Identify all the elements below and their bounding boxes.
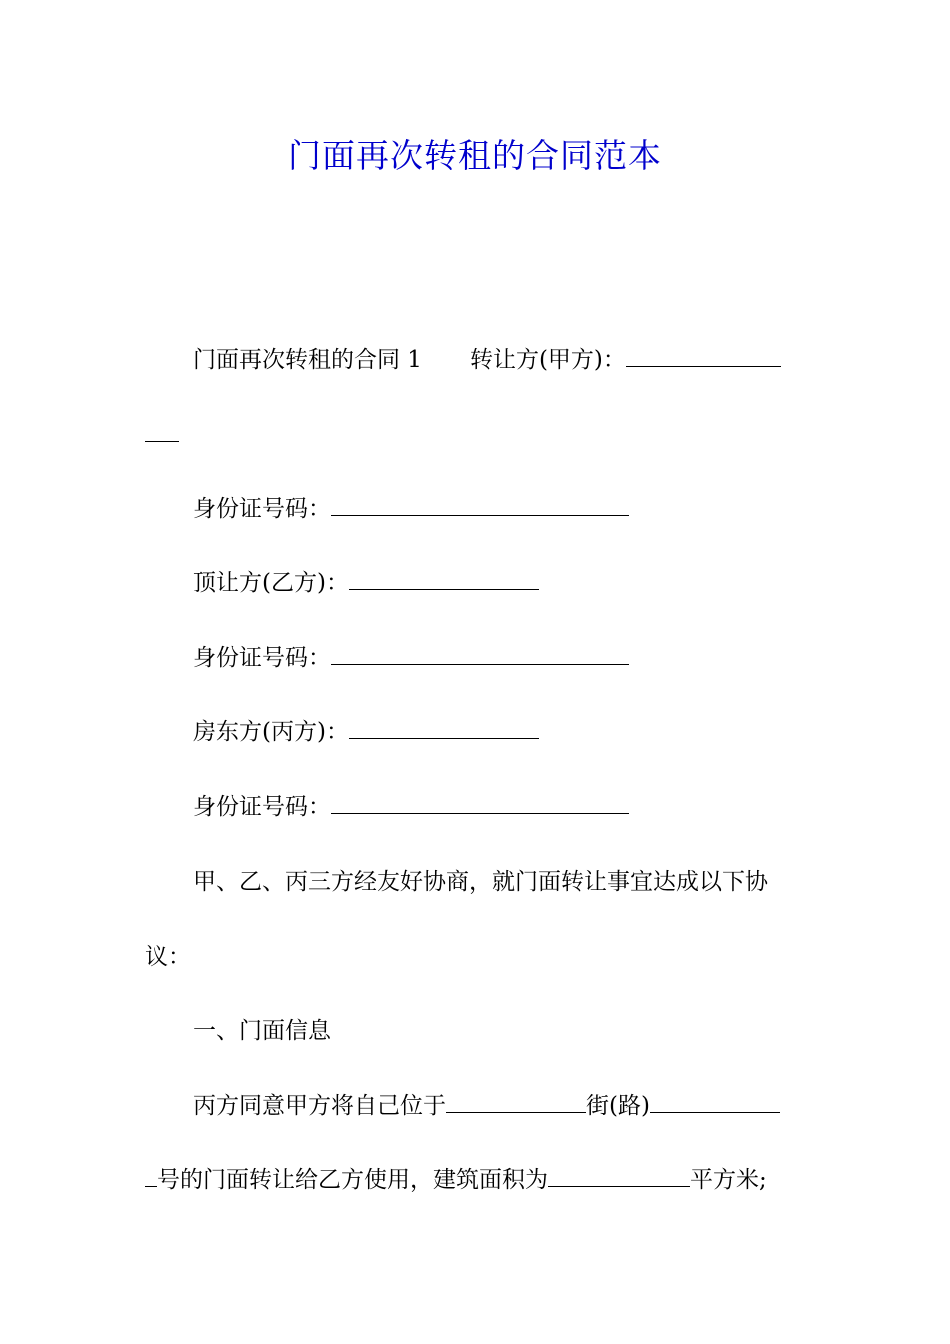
intro-line-2: 议：	[145, 944, 191, 970]
contract-name: 门面再次转租的合同 1	[193, 347, 422, 373]
transferor-blank-tail	[145, 423, 179, 442]
section-1-title: 一、门面信息	[193, 1018, 331, 1044]
id-label-1: 身份证号码：	[193, 496, 331, 522]
intro-line-1: 甲、乙、丙三方经友好协商，就门面转让事宜达成以下协	[193, 869, 768, 895]
street-blank	[650, 1094, 780, 1113]
id-line-1	[193, 494, 629, 524]
transferee-label: 顶让方(乙方)：	[193, 570, 349, 596]
heading-line	[193, 345, 781, 375]
number-blank	[145, 1168, 157, 1187]
area-blank	[548, 1168, 690, 1187]
location-blank	[446, 1094, 586, 1113]
transferor-label: 转让方(甲方)：	[469, 347, 626, 373]
document-title: 门面再次转租的合同范本	[288, 136, 662, 175]
transferor-blank	[626, 348, 781, 367]
landlord-line	[193, 717, 539, 747]
area-unit: 平方米;	[690, 1167, 767, 1193]
id-label-3: 身份证号码：	[193, 794, 331, 820]
id-label-2: 身份证号码：	[193, 645, 331, 671]
para-1-line-2	[145, 1165, 767, 1195]
transferee-blank	[349, 571, 539, 590]
street-label: 街(路)	[586, 1093, 650, 1119]
landlord-blank	[349, 720, 539, 739]
para-1-text-a: 丙方同意甲方将自己位于	[193, 1093, 446, 1119]
id-blank-3	[331, 795, 629, 814]
transferor-blank-continued	[145, 420, 179, 450]
id-blank-2	[331, 646, 629, 665]
id-blank-1	[331, 497, 629, 516]
transferee-line	[193, 568, 539, 598]
para-1-text-b: 号的门面转让给乙方使用，建筑面积为	[157, 1167, 548, 1193]
para-1-line-1	[193, 1091, 780, 1121]
landlord-label: 房东方(丙方)：	[193, 719, 349, 745]
id-line-3	[193, 792, 629, 822]
id-line-2	[193, 643, 629, 673]
